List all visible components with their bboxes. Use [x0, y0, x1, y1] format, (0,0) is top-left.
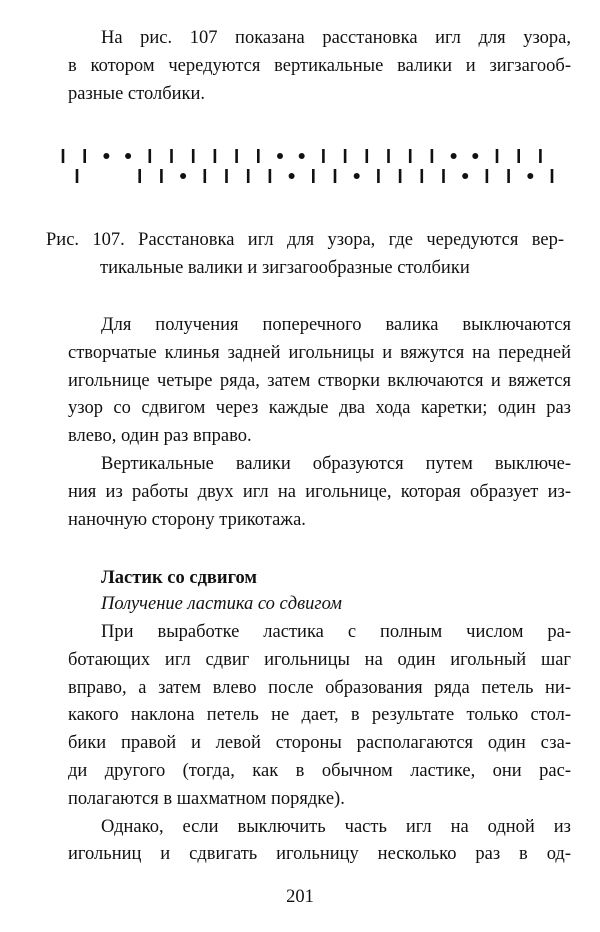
- active-needle-mark: [496, 149, 499, 163]
- paragraph-line: узор со сдвигом через каждые два хода каретки; один раз: [68, 398, 571, 419]
- inactive-needle-dot: [472, 153, 478, 159]
- active-needle-mark: [235, 149, 238, 163]
- paragraph-line: игольниц и сдвигать игольницу несколько раз в од-: [68, 844, 571, 865]
- paragraph-line: Для получения поперечного валика выключаются: [101, 315, 571, 335]
- active-needle-mark: [409, 149, 412, 163]
- active-needle-mark: [257, 149, 260, 163]
- active-needle-mark: [486, 169, 489, 183]
- active-needle-mark: [387, 149, 390, 163]
- active-needle-mark: [76, 169, 79, 183]
- active-needle-mark: [214, 149, 217, 163]
- inactive-needle-dot: [289, 173, 295, 179]
- active-needle-mark: [269, 169, 272, 183]
- active-needle-mark: [149, 149, 152, 163]
- active-needle-mark: [334, 169, 337, 183]
- active-needle-mark: [204, 169, 207, 183]
- active-needle-mark: [431, 149, 434, 163]
- figure-caption-line: тикальные валики и зигзагообразные столбики: [100, 257, 470, 278]
- paragraph-line: ботающих игл сдвиг игольницы на один игольный шаг: [68, 649, 571, 670]
- active-needle-mark: [160, 169, 163, 183]
- inactive-needle-dot: [103, 153, 109, 159]
- inactive-needle-dot: [354, 173, 360, 179]
- paragraph-line: Однако, если выключить часть игл на одной из: [101, 816, 571, 837]
- paragraph-line: Вертикальные валики образуются путем выключе-: [101, 454, 571, 474]
- active-needle-mark: [399, 169, 402, 183]
- active-needle-mark: [442, 169, 445, 183]
- active-needle-mark: [377, 169, 380, 183]
- active-needle-mark: [322, 149, 325, 163]
- paragraph-line: игольнице четыре ряда, затем створки включаются и вяжется: [68, 370, 571, 391]
- active-needle-mark: [192, 149, 195, 163]
- inactive-needle-dot: [451, 153, 457, 159]
- inactive-needle-dot: [299, 153, 305, 159]
- inactive-needle-dot: [125, 153, 131, 159]
- paragraph-line: в котором чередуются вертикальные валики и зигзагооб-: [68, 55, 571, 76]
- active-needle-mark: [507, 169, 510, 183]
- paragraph-line: наночную сторону трикотажа.: [68, 509, 306, 530]
- paragraph-line: При выработке ластика с полным числом ра-: [101, 622, 571, 642]
- paragraph-line: какого наклона петель не дает, в результате только стол-: [68, 705, 571, 726]
- active-needle-mark: [551, 169, 554, 183]
- active-needle-mark: [225, 169, 228, 183]
- inactive-needle-dot: [462, 173, 468, 179]
- active-needle-mark: [539, 149, 542, 163]
- active-needle-mark: [83, 149, 86, 163]
- active-needle-mark: [421, 169, 424, 183]
- active-needle-mark: [517, 149, 520, 163]
- paragraph-line: бики правой и левой стороны располагаются один сза-: [68, 733, 571, 754]
- paragraph-line: створчатые клинья задней игольницы и вяжутся на передней: [68, 342, 571, 363]
- paragraph-line: разные столбики.: [68, 83, 206, 104]
- active-needle-mark: [138, 169, 141, 183]
- paragraph-line: полагаются в шахматном порядке).: [68, 788, 345, 809]
- active-needle-mark: [312, 169, 315, 183]
- active-needle-mark: [247, 169, 250, 183]
- section-heading: Ластик со сдвигом: [101, 568, 258, 588]
- paragraph-line: ния из работы двух игл на игольнице, которая образует из-: [68, 481, 571, 502]
- active-needle-mark: [62, 149, 65, 163]
- paragraph-line: влево, один раз вправо.: [68, 426, 252, 447]
- paragraph-line: вправо, а затем влево после образования ряда петель ни-: [68, 677, 571, 698]
- active-needle-mark: [366, 149, 369, 163]
- inactive-needle-dot: [277, 153, 283, 159]
- inactive-needle-dot: [180, 173, 186, 179]
- needle-arrangement-figure: [0, 130, 600, 190]
- active-needle-mark: [344, 149, 347, 163]
- paragraph-line: ди другого (тогда, как в обычном ластике, они рас-: [68, 761, 571, 781]
- page-number: 201: [286, 887, 314, 907]
- figure-caption-line: Рис. 107. Расстановка игл для узора, где чередуются вер-: [46, 230, 564, 250]
- paragraph-line: На рис. 107 показана расстановка игл для узора,: [101, 28, 571, 48]
- inactive-needle-dot: [527, 173, 533, 179]
- active-needle-mark: [170, 149, 173, 163]
- section-subheading: Получение ластика со сдвигом: [101, 594, 342, 614]
